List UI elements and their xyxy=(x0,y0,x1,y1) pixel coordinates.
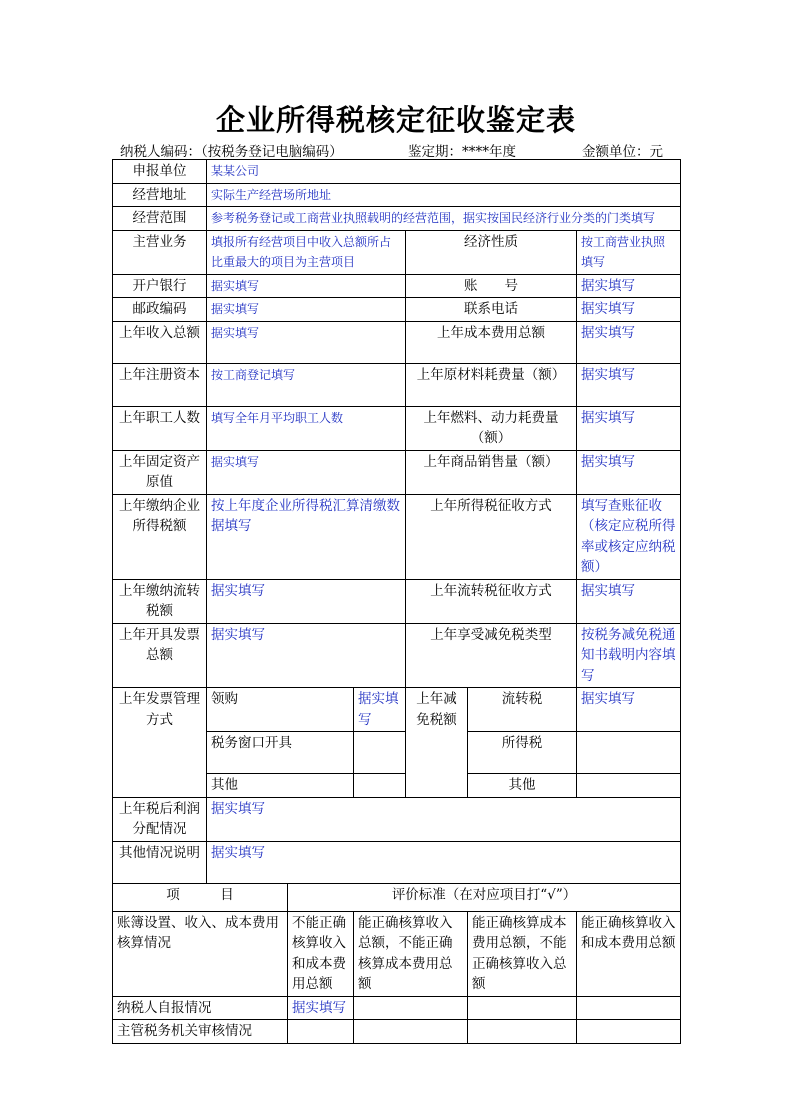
bank-label: 开户银行 xyxy=(113,274,207,298)
turnover-method-value[interactable]: 据实填写 xyxy=(577,579,681,623)
material-value[interactable]: 据实填写 xyxy=(577,363,681,406)
fuel-value[interactable]: 据实填写 xyxy=(577,406,681,450)
postcode-value[interactable]: 据实填写 xyxy=(207,298,406,322)
relief-turnover-value[interactable]: 据实填写 xyxy=(577,688,681,732)
turnover-method-label: 上年流转税征收方式 xyxy=(406,579,577,623)
phone-value[interactable]: 据实填写 xyxy=(577,298,681,322)
main-business-value[interactable]: 填报所有经营项目中收入总额所占比重最大的项目为主营项目 xyxy=(207,230,406,274)
criteria-2[interactable]: 能正确核算收入总额，不能正确核算成本费用总额 xyxy=(354,911,468,996)
scope-value[interactable]: 参考税务登记或工商营业执照载明的经营范围，据实按国民经济行业分类的门类填写 xyxy=(207,207,681,231)
self-report-label: 纳税人自报情况 xyxy=(113,996,288,1020)
invoice-total-label: 上年开具发票总额 xyxy=(113,623,207,688)
appraisal-period: 鉴定期：****年度 xyxy=(408,144,516,160)
invoice-window-label: 税务窗口开具 xyxy=(207,732,354,774)
relief-amount-label: 上年减免税额 xyxy=(406,688,468,798)
economic-nature-value[interactable]: 按工商营业执照填写 xyxy=(577,230,681,274)
item-header: 项 目 xyxy=(113,883,288,911)
tax-method-value[interactable]: 填写查账征收（核定应税所得率或核定应纳税额） xyxy=(577,494,681,579)
income-label: 上年收入总额 xyxy=(113,321,207,363)
self-report-c4[interactable] xyxy=(577,996,681,1020)
other-info-label: 其他情况说明 xyxy=(113,841,207,883)
taxpayer-code: 纳税人编码：（按税务登记电脑编码） xyxy=(120,144,343,160)
review-label: 主管税务机关审核情况 xyxy=(113,1020,288,1044)
assets-label: 上年固定资产原值 xyxy=(113,450,207,494)
invoice-purchase-label: 领购 xyxy=(207,688,354,732)
sales-label: 上年商品销售量（额） xyxy=(406,450,577,494)
staff-value[interactable]: 填写全年月平均职工人数 xyxy=(207,406,406,450)
invoice-purchase-value[interactable]: 据实填写 xyxy=(354,688,406,732)
income-value[interactable]: 据实填写 xyxy=(207,321,406,363)
relief-turnover-label: 流转税 xyxy=(468,688,577,732)
criteria-3[interactable]: 能正确核算成本费用总额，不能正确核算收入总额 xyxy=(468,911,577,996)
review-c3[interactable] xyxy=(468,1020,577,1044)
sales-value[interactable]: 据实填写 xyxy=(577,450,681,494)
turnover-tax-label: 上年缴纳流转税额 xyxy=(113,579,207,623)
criteria-4[interactable]: 能正确核算收入和成本费用总额 xyxy=(577,911,681,996)
capital-label: 上年注册资本 xyxy=(113,363,207,406)
criteria-1[interactable]: 不能正确核算收入和成本费用总额 xyxy=(288,911,354,996)
profit-label: 上年税后利润分配情况 xyxy=(113,797,207,841)
relief-income-label: 所得税 xyxy=(468,732,577,774)
postcode-label: 邮政编码 xyxy=(113,298,207,322)
invoice-total-value[interactable]: 据实填写 xyxy=(207,623,406,688)
self-report-c3[interactable] xyxy=(468,996,577,1020)
cost-value[interactable]: 据实填写 xyxy=(577,321,681,363)
paid-tax-value[interactable]: 按上年度企业所得税汇算清缴数据填写 xyxy=(207,494,406,579)
relief-income-value[interactable] xyxy=(577,732,681,774)
review-c2[interactable] xyxy=(354,1020,468,1044)
profit-value[interactable]: 据实填写 xyxy=(207,797,681,841)
unit-value[interactable]: 某某公司 xyxy=(207,160,681,184)
criteria-header: 评价标准（在对应项目打“√”） xyxy=(288,883,681,911)
fuel-label: 上年燃料、动力耗费量（额） xyxy=(406,406,577,450)
accounting-row-label: 账簿设置、收入、成本费用核算情况 xyxy=(113,911,288,996)
account-value[interactable]: 据实填写 xyxy=(577,274,681,298)
invoice-window-value[interactable] xyxy=(354,732,406,774)
tax-method-label: 上年所得税征收方式 xyxy=(406,494,577,579)
relief-type-label: 上年享受减免税类型 xyxy=(406,623,577,688)
relief-type-value[interactable]: 按税务减免税通知书载明内容填写 xyxy=(577,623,681,688)
paid-tax-label: 上年缴纳企业所得税额 xyxy=(113,494,207,579)
material-label: 上年原材料耗费量（额） xyxy=(406,363,577,406)
invoice-method-label: 上年发票管理方式 xyxy=(113,688,207,798)
scope-label: 经营范围 xyxy=(113,207,207,231)
unit-label: 申报单位 xyxy=(113,160,207,184)
assets-value[interactable]: 据实填写 xyxy=(207,450,406,494)
self-report-c2[interactable] xyxy=(354,996,468,1020)
turnover-tax-value[interactable]: 据实填写 xyxy=(207,579,406,623)
phone-label: 联系电话 xyxy=(406,298,577,322)
other-info-value[interactable]: 据实填写 xyxy=(207,841,681,883)
account-label: 账 号 xyxy=(406,274,577,298)
document-title: 企业所得税核定征收鉴定表 xyxy=(215,103,576,137)
bank-value[interactable]: 据实填写 xyxy=(207,274,406,298)
staff-label: 上年职工人数 xyxy=(113,406,207,450)
economic-nature-label: 经济性质 xyxy=(406,230,577,274)
address-label: 经营地址 xyxy=(113,183,207,207)
invoice-other-value[interactable] xyxy=(354,774,406,798)
amount-unit: 金额单位：元 xyxy=(582,144,663,160)
review-c1[interactable] xyxy=(288,1020,354,1044)
appraisal-table xyxy=(112,159,681,1044)
self-report-c1[interactable]: 据实填写 xyxy=(288,996,354,1020)
address-value[interactable]: 实际生产经营场所地址 xyxy=(207,183,681,207)
main-business-label: 主营业务 xyxy=(113,230,207,274)
relief-other-label: 其他 xyxy=(468,774,577,798)
relief-other-value[interactable] xyxy=(577,774,681,798)
capital-value[interactable]: 按工商登记填写 xyxy=(207,363,406,406)
invoice-other-label: 其他 xyxy=(207,774,354,798)
cost-label: 上年成本费用总额 xyxy=(406,321,577,363)
review-c4[interactable] xyxy=(577,1020,681,1044)
